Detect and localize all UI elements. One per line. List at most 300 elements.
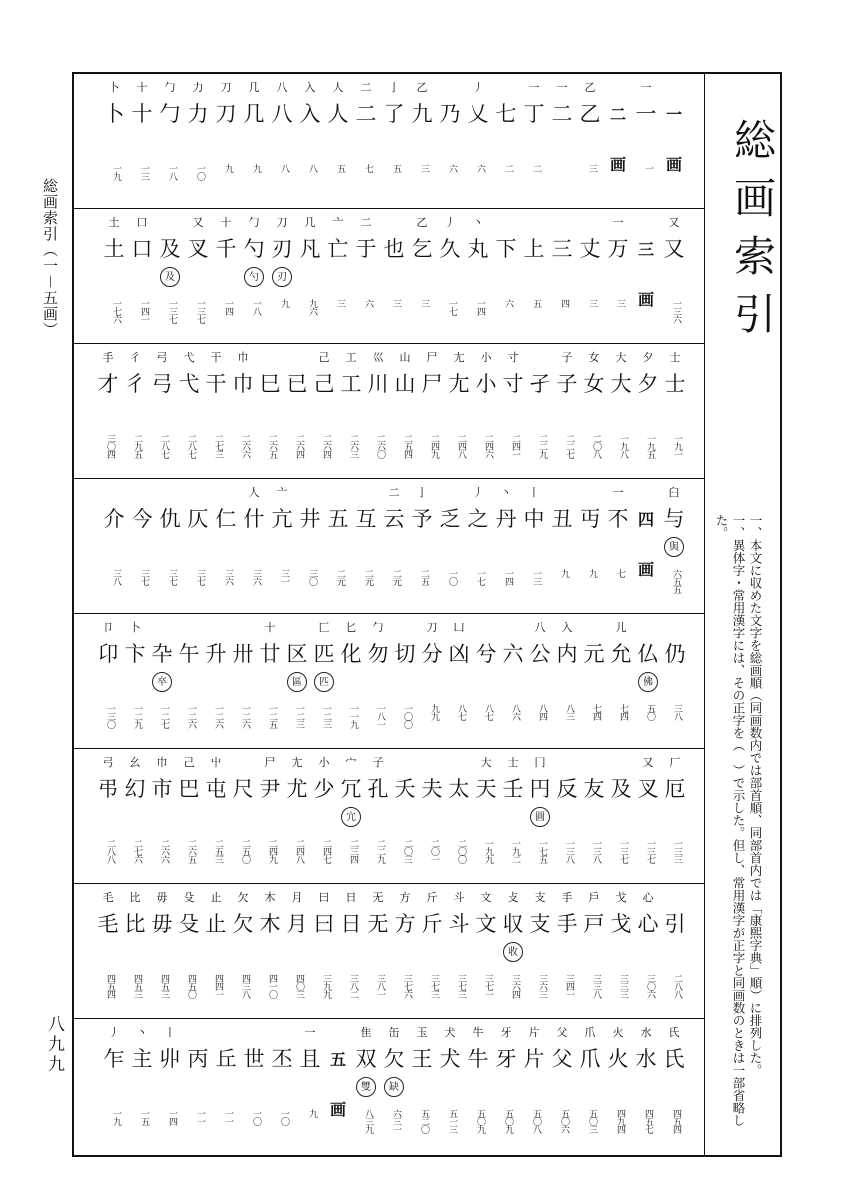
kanji-character: 円 <box>529 777 551 801</box>
radical-label: 乙 <box>584 81 596 94</box>
radical-label: 卜 <box>108 81 120 94</box>
kanji-character: 允 <box>610 642 632 666</box>
page-reference: 八四 <box>537 704 547 720</box>
radical-label: 勹 <box>248 216 260 229</box>
kanji-character: 文 <box>475 912 497 936</box>
kanji-character: 丕 <box>271 1047 293 1071</box>
page-reference: 六五五 <box>671 569 681 593</box>
kanji-character: 心 <box>637 912 659 936</box>
kanji-character: 寸 <box>502 372 524 396</box>
page-reference: 五〇八 <box>531 1109 541 1133</box>
kanji-character: 及 <box>159 237 181 261</box>
page-reference: 五一三 <box>447 1109 457 1133</box>
index-entry <box>94 344 122 476</box>
page-reference: 二四七 <box>321 839 331 863</box>
kanji-character: 升 <box>205 642 227 666</box>
stroke-count-heading-char: 画 <box>637 560 654 579</box>
stroke-count-heading-char: 四 <box>637 510 654 529</box>
page-reference: 二三四 <box>348 839 358 863</box>
index-entry <box>148 749 176 881</box>
index-entry <box>445 884 473 1016</box>
page-reference: 二四九 <box>429 434 439 458</box>
index-entry <box>472 614 500 746</box>
kanji-character: 无 <box>367 912 389 936</box>
kanji-character: 卆 <box>151 642 173 666</box>
kanji-character: 世 <box>243 1047 265 1071</box>
page-reference: 二六五 <box>186 839 196 863</box>
page-reference: 三七 <box>195 569 205 585</box>
page-reference: 七 <box>615 569 625 577</box>
radical-label: 毋 <box>156 891 168 904</box>
kanji-character: 化 <box>340 642 362 666</box>
index-entry <box>604 479 632 611</box>
kanji-character: 久 <box>439 237 461 261</box>
index-entry <box>607 749 635 881</box>
kanji-character: 廿 <box>259 642 281 666</box>
page-reference: 二元 <box>391 569 401 585</box>
page-reference: 三七 <box>139 569 149 585</box>
index-entry <box>296 1019 324 1151</box>
kanji-character: 几 <box>243 102 265 126</box>
page-reference: 八三九 <box>363 1109 373 1133</box>
page-reference: 二六〇 <box>375 434 385 458</box>
page-reference: 一九八 <box>618 434 628 458</box>
page-reference: 一二六 <box>186 704 196 728</box>
page-reference: 一一 <box>223 1109 233 1125</box>
kanji-character: 手 <box>556 912 578 936</box>
index-row <box>74 884 704 1019</box>
page-reference: 七 <box>363 164 373 172</box>
page-reference: 三八一 <box>375 974 385 998</box>
page-reference: 六 <box>363 299 373 307</box>
index-entry <box>364 884 392 1016</box>
kanji-character: 孑 <box>529 372 551 396</box>
index-entry <box>229 344 257 476</box>
kanji-character: 主 <box>131 1047 153 1071</box>
index-entry <box>240 479 268 611</box>
index-grid <box>74 74 705 1155</box>
kanji-character: 少 <box>313 777 335 801</box>
stroke-count-heading <box>632 479 660 611</box>
page-reference: 二六五 <box>267 434 277 458</box>
page-reference: 八 <box>307 164 317 172</box>
kanji-character: 戈 <box>610 912 632 936</box>
index-entry <box>202 614 230 746</box>
radical-label: 匚 <box>318 621 330 634</box>
index-entry <box>337 344 365 476</box>
kanji-character: 仁 <box>215 507 237 531</box>
page-reference: 五二〇 <box>419 1109 429 1133</box>
index-entry <box>256 614 284 746</box>
index-entry <box>100 209 128 341</box>
index-entry <box>352 1019 380 1151</box>
kanji-character: 壬 <box>502 777 524 801</box>
kanji-character: 井 <box>299 507 321 531</box>
page-reference: 五 <box>531 299 541 307</box>
radical-label: 一 <box>304 1026 316 1039</box>
index-entry <box>634 614 662 746</box>
kanji-character: 于 <box>355 237 377 261</box>
index-row <box>74 614 704 749</box>
kanji-character: 厄 <box>664 777 686 801</box>
radical-label: 十 <box>220 216 232 229</box>
page-reference: 二五三 <box>213 839 223 863</box>
radical-label: 丿 <box>472 486 484 499</box>
index-entry <box>526 344 554 476</box>
radical-label: 乙 <box>416 216 428 229</box>
kanji-character: 亡 <box>327 237 349 261</box>
kanji-character: 子 <box>556 372 578 396</box>
index-entry <box>352 479 380 611</box>
kanji-character: 上 <box>523 237 545 261</box>
kanji-character: 区 <box>286 642 308 666</box>
kanji-character: 工 <box>340 372 362 396</box>
kanji-character: 刀 <box>215 102 237 126</box>
index-entry <box>128 479 156 611</box>
index-entry <box>472 749 500 881</box>
index-entry <box>408 479 436 611</box>
kanji-character: 月 <box>286 912 308 936</box>
radical-label: 八 <box>534 621 546 634</box>
traditional-form: 刃 <box>272 267 292 287</box>
kanji-character: 叉 <box>187 237 209 261</box>
index-row <box>74 479 704 614</box>
kanji-character: 巴 <box>178 777 200 801</box>
page-reference: 二五四 <box>402 434 412 458</box>
side-running-header: 総画索引（一－五画） <box>41 178 59 339</box>
page-reference: 八六 <box>510 704 520 720</box>
kanji-character: 口 <box>131 237 153 261</box>
radical-label: 爪 <box>584 1026 596 1039</box>
traditional-form: 區 <box>287 672 307 692</box>
radical-label: 巾 <box>237 351 249 364</box>
radical-label: 文 <box>480 891 492 904</box>
kanji-character: 一 <box>635 102 657 126</box>
index-frame <box>72 72 782 1157</box>
radical-label: 幺 <box>129 756 141 769</box>
index-entry <box>268 74 296 206</box>
page-reference: 一〇〇 <box>402 704 412 728</box>
kanji-character: 王 <box>411 1047 433 1071</box>
index-entry <box>499 614 527 746</box>
radical-label: 手 <box>561 891 573 904</box>
index-entry <box>256 344 284 476</box>
index-entry <box>492 479 520 611</box>
page-reference: 一二五 <box>267 704 277 728</box>
page-reference: 一三 <box>531 569 541 585</box>
kanji-character: 比 <box>124 912 146 936</box>
radical-label: 戈 <box>615 891 627 904</box>
kanji-character: 十 <box>131 102 153 126</box>
kanji-character: 勺 <box>243 237 265 261</box>
index-entry <box>580 344 608 476</box>
page-reference: 一七 <box>475 569 485 585</box>
radical-label: 亅 <box>388 81 400 94</box>
index-entry <box>418 614 446 746</box>
page-reference: 二五 <box>419 569 429 585</box>
index-entry <box>526 749 554 881</box>
stroke-count-heading-char: 画 <box>665 155 682 174</box>
stroke-count-heading <box>604 74 632 206</box>
traditional-form: 宂 <box>341 807 361 827</box>
index-entry <box>337 614 365 746</box>
page-reference: 一四 <box>503 569 513 585</box>
kanji-character: 云 <box>383 507 405 531</box>
kanji-character: 弓 <box>151 372 173 396</box>
index-entry <box>607 614 635 746</box>
page-reference: 九 <box>307 1109 317 1117</box>
traditional-form: 與 <box>664 537 684 557</box>
kanji-character: 牙 <box>495 1047 517 1071</box>
page-reference: 七四 <box>591 704 601 720</box>
index-entry <box>156 74 184 206</box>
page-reference: 三八 <box>111 569 121 585</box>
index-entry <box>380 1019 408 1151</box>
radical-label: 入 <box>304 81 316 94</box>
index-row <box>74 209 704 344</box>
page-reference: 九 <box>587 569 597 577</box>
index-entry <box>580 884 608 1016</box>
page-reference: 一三 <box>139 164 149 180</box>
page-reference: 二 <box>531 164 541 172</box>
index-entry <box>632 1019 660 1151</box>
page-reference: 四五〇 <box>186 974 196 998</box>
kanji-character: 又 <box>663 237 685 261</box>
page-reference: 六 <box>475 164 485 172</box>
page-reference: 三〇六 <box>645 974 655 998</box>
page-reference: 一三七 <box>645 839 655 863</box>
kanji-character: 乃 <box>439 102 461 126</box>
kanji-character: 爪 <box>579 1047 601 1071</box>
index-entry <box>268 209 296 341</box>
page-reference: 一一 <box>195 1109 205 1125</box>
radical-label: 干 <box>210 351 222 364</box>
kanji-character: 夭 <box>394 777 416 801</box>
radical-label: 一 <box>556 81 568 94</box>
index-entry <box>380 209 408 341</box>
stroke-count-heading-char: 一 <box>665 105 682 124</box>
kanji-character: 五 <box>327 507 349 531</box>
index-entry <box>212 479 240 611</box>
page-reference: 二九五 <box>132 434 142 458</box>
kanji-character: 丙 <box>187 1047 209 1071</box>
radical-label: 日 <box>345 891 357 904</box>
stroke-count-heading-char: 画 <box>609 155 626 174</box>
kanji-character: 丏 <box>579 507 601 531</box>
page-reference: 一七六 <box>111 299 121 323</box>
index-entry <box>408 1019 436 1151</box>
index-entry <box>121 884 149 1016</box>
index-entry <box>121 344 149 476</box>
radical-label: 己 <box>183 756 195 769</box>
index-entry <box>283 344 311 476</box>
kanji-character: 元 <box>583 642 605 666</box>
index-entry <box>121 749 149 881</box>
index-entry <box>283 884 311 1016</box>
kanji-character: 丁 <box>523 102 545 126</box>
radical-label: 无 <box>372 891 384 904</box>
page-reference: 二四八 <box>294 839 304 863</box>
index-entry <box>548 209 576 341</box>
index-entry <box>202 344 230 476</box>
kanji-character: 与 <box>663 507 685 531</box>
radical-label: 儿 <box>615 621 627 634</box>
index-row <box>74 1019 704 1154</box>
page-reference: 二四六 <box>483 434 493 458</box>
radical-label: 大 <box>480 756 492 769</box>
index-entry <box>128 1019 156 1151</box>
kanji-character: 仄 <box>187 507 209 531</box>
page-reference: 一八 <box>167 164 177 180</box>
index-entry <box>283 614 311 746</box>
radical-label: 人 <box>248 486 260 499</box>
index-entry <box>445 749 473 881</box>
page-reference: 一二六 <box>213 704 223 728</box>
radical-label: 尢 <box>291 756 303 769</box>
radical-label: 寸 <box>507 351 519 364</box>
page-reference: 一四 <box>223 299 233 315</box>
page-reference: 二元 <box>335 569 345 585</box>
page-reference: 二〇八 <box>591 434 601 458</box>
kanji-character: 已 <box>286 372 308 396</box>
radical-label: 工 <box>345 351 357 364</box>
note-2: 一、異体字・常用漢字には、その正字を（ ）で示した。但し、常用漢字が正字と同画数のときは一部省略した。 <box>714 514 746 1127</box>
radical-label: 一 <box>612 486 624 499</box>
index-entry <box>408 74 436 206</box>
index-entry <box>240 1019 268 1151</box>
kanji-character: 二 <box>355 102 377 126</box>
kanji-character: 仍 <box>664 642 686 666</box>
index-entry <box>310 749 338 881</box>
kanji-character: 斗 <box>448 912 470 936</box>
page-reference: 三六 <box>223 569 233 585</box>
page-reference: 三六 <box>251 569 261 585</box>
kanji-character: 彳 <box>124 372 146 396</box>
index-entry <box>128 74 156 206</box>
radical-label: 火 <box>612 1026 624 1039</box>
page-reference: 一四 <box>475 299 485 315</box>
kanji-character: 六 <box>502 642 524 666</box>
kanji-character: 卜 <box>103 102 125 126</box>
index-entry <box>256 884 284 1016</box>
kanji-character: 凡 <box>299 237 321 261</box>
radical-label: 丨 <box>164 1026 176 1039</box>
kanji-character: 夕 <box>637 372 659 396</box>
kanji-character: 兮 <box>475 642 497 666</box>
index-entry <box>576 1019 604 1151</box>
page-reference: 二六六 <box>159 839 169 863</box>
page-reference: 四一〇 <box>267 974 277 998</box>
page-reference: 五〇九 <box>503 1109 513 1133</box>
page-reference: 二八八 <box>672 974 682 998</box>
radical-label: 毛 <box>102 891 114 904</box>
radical-label: 弋 <box>183 351 195 364</box>
page-reference: 五〇 <box>645 704 655 720</box>
radical-label: 玉 <box>416 1026 428 1039</box>
kanji-character: 毛 <box>97 912 119 936</box>
kanji-character: 凶 <box>448 642 470 666</box>
index-entry <box>310 614 338 746</box>
kanji-character: 戸 <box>583 912 605 936</box>
kanji-character: 止 <box>205 912 227 936</box>
page-reference: 三八 <box>672 704 682 720</box>
radical-label: 犬 <box>444 1026 456 1039</box>
page-reference: 二〇三 <box>402 839 412 863</box>
page-reference: 一九 <box>111 164 121 180</box>
radical-label: 丶 <box>500 486 512 499</box>
radical-label: 刀 <box>276 216 288 229</box>
radical-label: 卩 <box>102 621 114 634</box>
radical-label: 巾 <box>156 756 168 769</box>
index-entry <box>310 344 338 476</box>
page-reference: 三七一 <box>483 974 493 998</box>
index-entry <box>499 749 527 881</box>
radical-label: 八 <box>276 81 288 94</box>
page-reference: 一九一 <box>672 434 682 458</box>
index-entry <box>202 884 230 1016</box>
page-reference: 二元 <box>363 569 373 585</box>
radical-label: 尸 <box>264 756 276 769</box>
index-entry <box>553 884 581 1016</box>
page-reference: 四五四 <box>671 1109 681 1133</box>
kanji-character: 什 <box>243 507 265 531</box>
kanji-character: 丘 <box>215 1047 237 1071</box>
radical-label: 冂 <box>534 756 546 769</box>
index-entry <box>553 614 581 746</box>
kanji-character: 尤 <box>286 777 308 801</box>
kanji-character: 夫 <box>421 777 443 801</box>
page-reference: 一九五 <box>645 434 655 458</box>
stroke-count-heading-char: 五 <box>329 1050 346 1069</box>
index-entry <box>296 74 324 206</box>
kanji-character: 叉 <box>637 777 659 801</box>
page-reference: 一二九 <box>132 704 142 728</box>
kanji-character: 乏 <box>439 507 461 531</box>
kanji-character: 八 <box>271 102 293 126</box>
page-reference: 一九 <box>111 1109 121 1125</box>
page-reference: 二二七 <box>564 434 574 458</box>
page-reference: 一三六 <box>671 299 681 323</box>
radical-label: 亅 <box>416 486 428 499</box>
kanji-character: 亢 <box>271 507 293 531</box>
kanji-character: 牛 <box>467 1047 489 1071</box>
index-entry <box>229 749 257 881</box>
index-entry <box>436 1019 464 1151</box>
index-entry <box>576 74 604 206</box>
kanji-character: 屯 <box>205 777 227 801</box>
kanji-character: 仏 <box>637 642 659 666</box>
radical-label: 方 <box>399 891 411 904</box>
index-entry <box>548 74 576 206</box>
index-entry <box>184 74 212 206</box>
index-entry <box>580 749 608 881</box>
radical-label: 乙 <box>416 81 428 94</box>
index-entry <box>418 749 446 881</box>
radical-label: 手 <box>102 351 114 364</box>
kanji-character: 卬 <box>97 642 119 666</box>
stroke-count-heading <box>324 1019 352 1151</box>
kanji-character: 才 <box>97 372 119 396</box>
index-entry <box>256 749 284 881</box>
page-reference: 一二七 <box>159 704 169 728</box>
kanji-character: 冗 <box>340 777 362 801</box>
index-entry <box>661 884 689 1016</box>
kanji-character: 双 <box>355 1047 377 1071</box>
index-entry <box>94 749 122 881</box>
index-entry <box>202 749 230 881</box>
kanji-character: 日 <box>340 912 362 936</box>
stroke-count-heading-char: 画 <box>329 1100 346 1119</box>
